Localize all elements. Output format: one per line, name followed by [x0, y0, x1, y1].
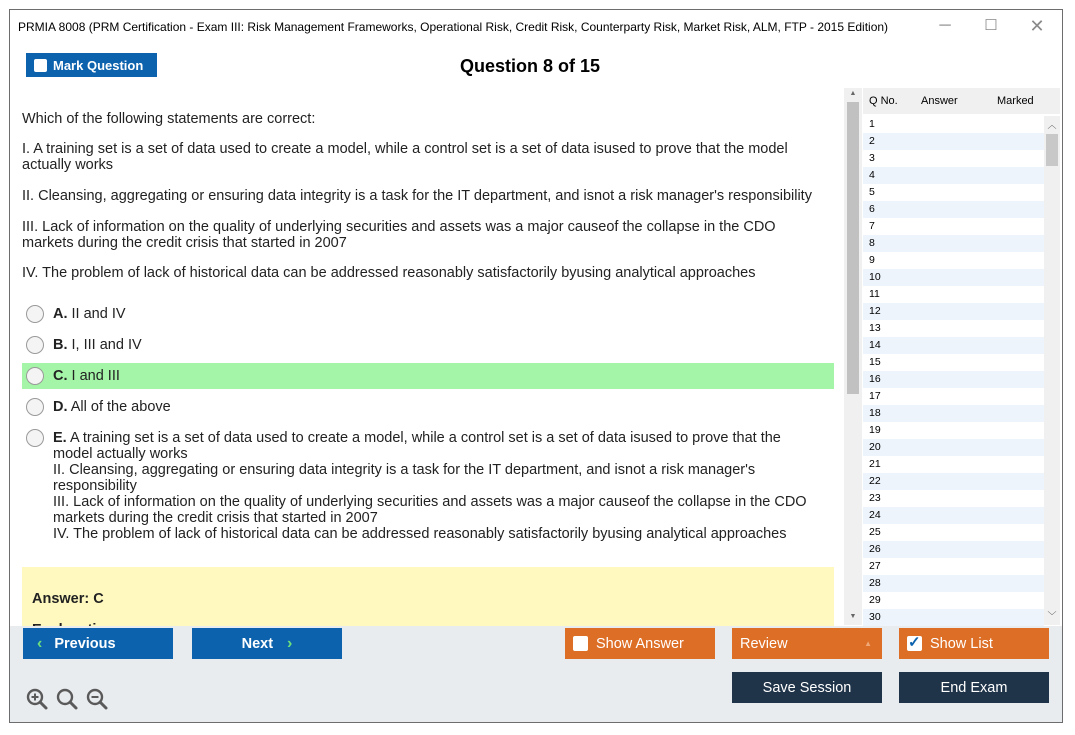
checkbox-icon — [34, 59, 47, 72]
question-list-item[interactable]: 2 — [863, 133, 1044, 150]
question-list-item[interactable]: 13 — [869, 322, 881, 334]
question-list-item[interactable]: 21 — [869, 458, 881, 470]
question-list-item[interactable]: 19 — [869, 424, 881, 436]
option-a[interactable]: A. II and IV — [22, 301, 834, 327]
checkbox-icon — [573, 636, 588, 651]
radio-button[interactable] — [26, 305, 44, 323]
option-e[interactable]: E. A training set is a set of data used to create a model, while a control set is a set of data isused to prove that the model actually works II. Cleansing, aggregating or ensuring data integrity is a task for the IT department, and isnot a risk manager's responsibility III. Lack of information on the quality of underlying securities and assets was a major causeof the collapse in the CDO markets during the credit crisis that started in 2007 IV. The problem of lack of historical data can be addressed reasonably satisfactorily byusing analytical approaches — [22, 425, 834, 545]
checkbox-checked-icon — [907, 636, 922, 651]
footer-bar — [10, 626, 1062, 722]
next-button[interactable] — [192, 628, 342, 659]
show-list-button[interactable] — [899, 628, 1049, 659]
question-list-item[interactable]: 16 — [863, 371, 1044, 388]
question-list-item[interactable]: 26 — [863, 541, 1044, 558]
answer-label: Answer: C — [32, 591, 104, 607]
chevron-down-icon[interactable]: ﹀ — [1047, 611, 1057, 621]
statement-4: IV. The problem of lack of historical data can be addressed reasonably satisfactorily byusing analytical approaches — [22, 265, 756, 281]
review-dropdown[interactable] — [732, 628, 882, 659]
header-answer: Answer — [921, 95, 958, 107]
mark-question-label: Mark Question — [53, 57, 144, 73]
option-b[interactable]: B. I, III and IV — [22, 332, 834, 358]
show-answer-label: Show Answer — [596, 635, 684, 652]
option-c-text: I and III — [71, 368, 120, 384]
question-list-item[interactable]: 12 — [863, 303, 1044, 320]
question-content — [20, 97, 835, 624]
radio-button[interactable] — [26, 429, 44, 447]
question-list-item[interactable]: 10 — [863, 269, 1044, 286]
question-list-rows — [863, 116, 1044, 626]
question-list-header — [863, 88, 1060, 114]
zoom-reset-icon[interactable] — [56, 688, 78, 710]
question-list-panel — [863, 88, 1060, 625]
zoom-in-icon[interactable] — [26, 688, 48, 710]
header-marked: Marked — [997, 95, 1034, 107]
option-c-correct[interactable]: C. I and III — [22, 363, 834, 389]
question-list-item[interactable]: 25 — [869, 526, 881, 538]
question-list-item[interactable]: 24 — [863, 507, 1044, 524]
previous-label: Previous — [54, 635, 116, 652]
question-list-item[interactable]: 6 — [863, 201, 1044, 218]
scroll-down-icon[interactable]: ▼ — [849, 613, 857, 620]
save-session-button[interactable] — [732, 672, 882, 703]
question-list-item[interactable]: 18 — [863, 405, 1044, 422]
end-exam-label: End Exam — [940, 679, 1008, 696]
content-scrollbar[interactable] — [844, 88, 862, 625]
question-list-item[interactable]: 29 — [869, 594, 881, 606]
question-list-item[interactable]: 27 — [869, 560, 881, 572]
scroll-thumb[interactable] — [1046, 134, 1058, 166]
header-qno: Q No. — [869, 95, 898, 107]
previous-button[interactable] — [23, 628, 173, 659]
question-prompt: Which of the following statements are correct: — [22, 111, 316, 127]
question-list-item[interactable]: 30 — [863, 609, 1044, 626]
question-list-item[interactable]: 11 — [869, 288, 880, 300]
title-bar — [10, 10, 1062, 42]
maximize-icon[interactable]: ☐ — [984, 17, 998, 34]
question-list-item[interactable]: 1 — [869, 118, 875, 130]
question-list-scrollbar[interactable] — [1044, 116, 1060, 625]
option-e-line-4: IV. The problem of lack of historical data can be addressed reasonably satisfactorily byusing analytical approaches — [53, 526, 787, 542]
option-d[interactable]: D. All of the above — [22, 394, 834, 420]
minimize-icon[interactable]: ─ — [939, 17, 951, 34]
window-title: PRMIA 8008 (PRM Certification - Exam III: Risk Management Frameworks, Operational Risk, Credit Risk, Counterparty Risk, Market Risk, ALM, FTP - 2015 Edition) — [18, 20, 889, 34]
show-answer-button[interactable] — [565, 628, 715, 659]
question-list-item[interactable]: 23 — [869, 492, 881, 504]
chevron-up-icon[interactable]: ︿ — [1047, 120, 1057, 130]
scroll-thumb[interactable] — [847, 102, 859, 394]
review-label: Review — [740, 635, 788, 652]
option-e-line-3: III. Lack of information on the quality of underlying securities and assets was a major causeof the collapse in the CDO markets during the credit crisis that started in 2007 — [53, 494, 807, 526]
question-list-item[interactable]: 15 — [869, 356, 881, 368]
save-session-label: Save Session — [762, 679, 852, 696]
show-list-label: Show List — [930, 635, 993, 652]
question-counter: Question 8 of 15 — [459, 56, 601, 76]
close-icon[interactable]: ✕ — [1029, 16, 1045, 36]
zoom-out-icon[interactable] — [86, 688, 108, 710]
option-e-text: A training set is a set of data used to create a model, while a control set is a set of data isused to prove that the model actually works — [53, 430, 781, 462]
question-list-item[interactable]: 5 — [869, 186, 875, 198]
mark-question-button[interactable] — [26, 53, 157, 77]
radio-button[interactable] — [26, 367, 44, 385]
question-list-item[interactable]: 20 — [863, 439, 1044, 456]
question-list-item[interactable]: 4 — [863, 167, 1044, 184]
statement-2: II. Cleansing, aggregating or ensuring data integrity is a task for the IT department, and isnot a risk manager's responsibility — [22, 188, 812, 204]
question-list-item[interactable]: 17 — [869, 390, 881, 402]
statement-3: III. Lack of information on the quality of underlying securities and assets was a major causeof the collapse in the CDO markets during the credit crisis that started in 2007 — [22, 219, 776, 251]
question-list-item[interactable]: 3 — [869, 152, 875, 164]
radio-button[interactable] — [26, 398, 44, 416]
statement-1: I. A training set is a set of data used to create a model, while a control set is a set of data isused to prove that the model actually works — [22, 141, 788, 173]
next-label: Next — [241, 635, 274, 652]
chevron-left-icon: ‹ — [37, 634, 43, 652]
dropdown-arrow-icon: ▲ — [864, 639, 872, 648]
chevron-right-icon: › — [287, 634, 293, 652]
question-list-item[interactable]: 22 — [863, 473, 1044, 490]
scroll-up-icon[interactable]: ▲ — [849, 90, 857, 97]
question-list-item[interactable]: 9 — [869, 254, 875, 266]
question-list-item[interactable]: 28 — [863, 575, 1044, 592]
question-list-item[interactable]: 8 — [863, 235, 1044, 252]
option-a-text: II and IV — [71, 306, 126, 322]
question-list-item[interactable]: 14 — [863, 337, 1044, 354]
option-e-line-2: II. Cleansing, aggregating or ensuring data integrity is a task for the IT department, and isnot a risk manager's responsibility — [53, 462, 756, 494]
question-list-item[interactable]: 7 — [869, 220, 875, 232]
end-exam-button[interactable] — [899, 672, 1049, 703]
option-b-text: I, III and IV — [71, 337, 142, 353]
app-window — [9, 9, 1063, 723]
radio-button[interactable] — [26, 336, 44, 354]
option-d-text: All of the above — [70, 399, 171, 415]
